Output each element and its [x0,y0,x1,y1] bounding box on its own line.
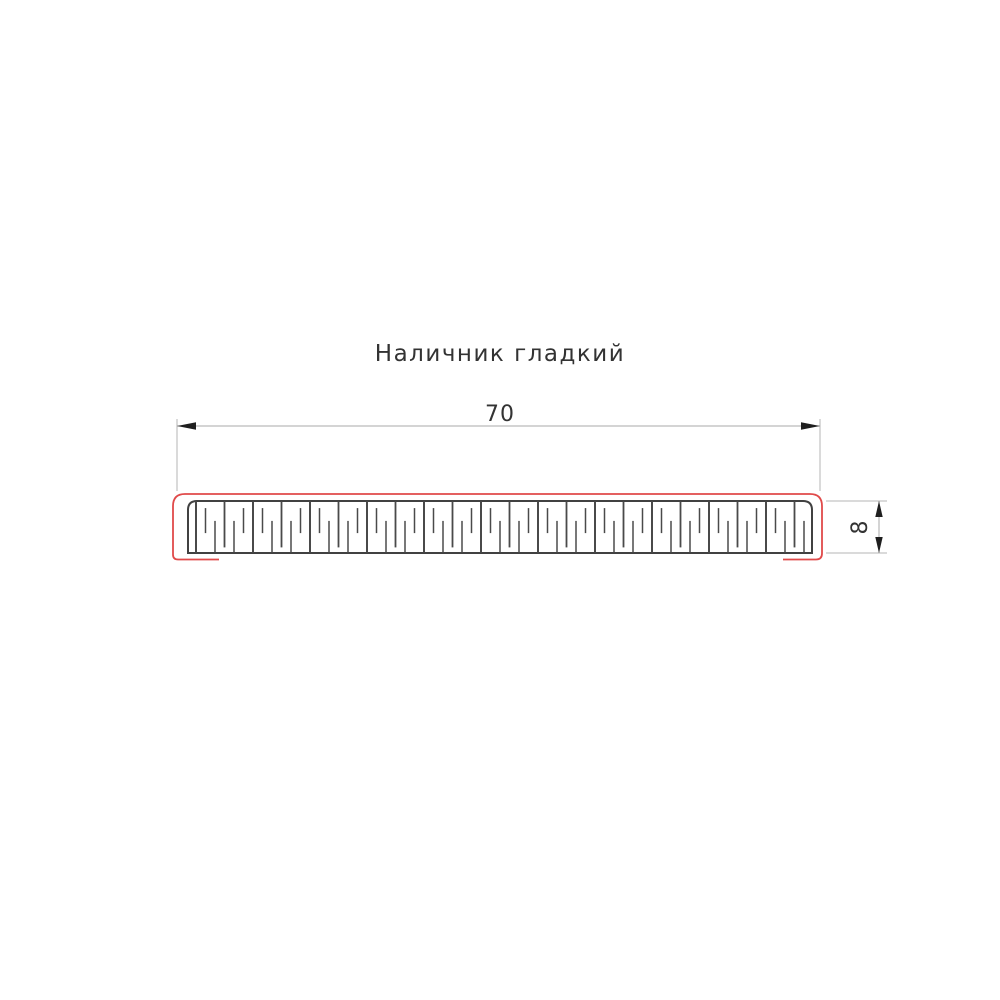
arrow-up-icon [875,501,882,517]
width-dimension [177,402,820,491]
arrow-down-icon [875,537,882,553]
arrow-left-icon [177,422,196,430]
drawing-title: Наличник гладкий [374,341,626,367]
width-dimension-value: 70 [485,402,515,427]
arrow-right-icon [801,422,820,430]
profile-section [188,501,812,553]
height-dimension [826,501,887,553]
height-dimension-value: 8 [848,519,873,535]
